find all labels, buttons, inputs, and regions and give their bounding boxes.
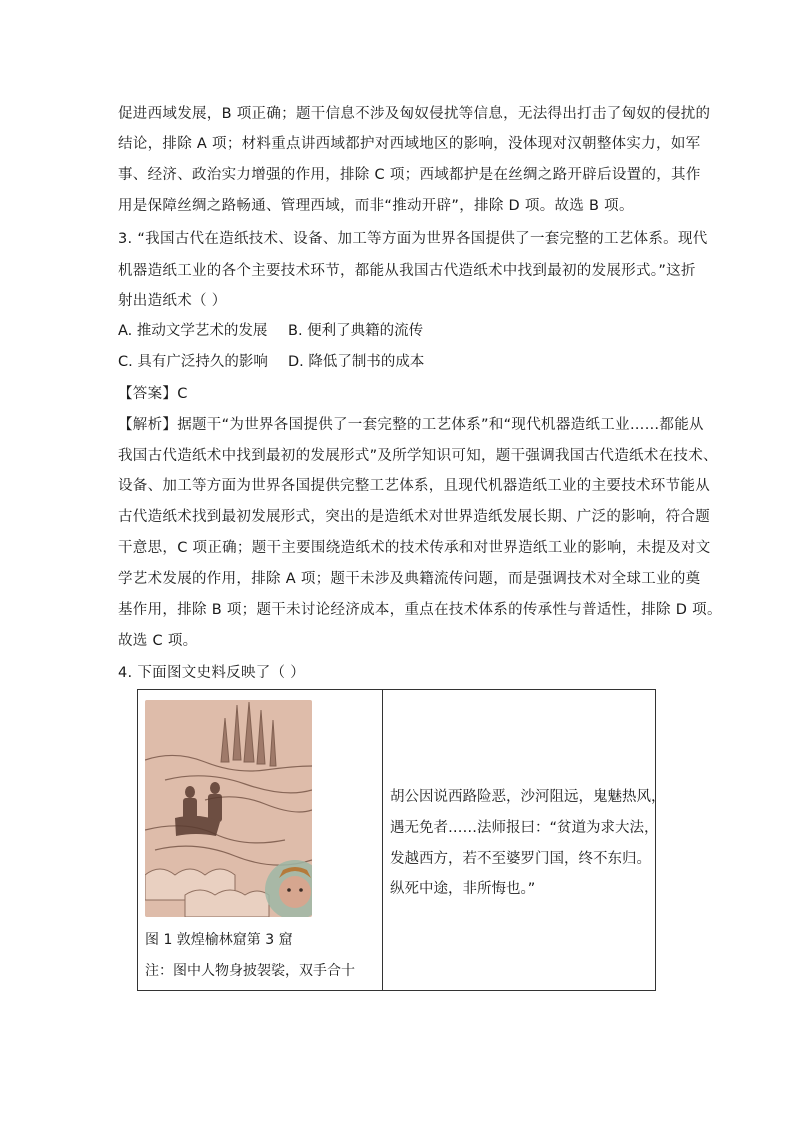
quote-line: 胡公因说西路险恶，沙河阻远，鬼魅热风， — [390, 789, 666, 805]
question-3-stem: 3. “我国古代在造纸技术、设备、加工等方面为世界各国提供了一套完整的工艺体系。现代 — [118, 231, 708, 247]
figure-cell — [138, 690, 382, 990]
analysis-line: 古代造纸术找到最初发展形式，突出的是造纸术对世界造纸发展长期、广泛的影响，符合题 — [118, 509, 710, 525]
analysis-line: 【解析】据题干“为世界各国提供了一套完整的工艺体系”和“现代机器造纸工业……都能从 — [118, 417, 704, 433]
option-a: A. 推动文学艺术的发展 — [118, 323, 268, 339]
quote-line: 发越西方，若不至婆罗门国，终不东归。 — [390, 851, 651, 867]
answer-label: 【答案】C — [118, 386, 188, 402]
analysis-line: 基作用，排除 B 项；题干未讨论经济成本，重点在技术体系的传承性与普适性，排除 D 项。 — [118, 602, 722, 618]
source-table — [137, 689, 666, 991]
text-line: 促进西域发展，B 项正确；题干信息不涉及匈奴侵扰等信息，无法得出打击了匈奴的侵扰的 — [118, 106, 711, 122]
quote-line: 遇无免者……法师报曰：“贫道为求大法， — [390, 820, 659, 836]
analysis-line: 故选 C 项。 — [118, 633, 198, 649]
option-b: B. 便利了典籍的流传 — [288, 323, 424, 339]
question-3-stem: 射出造纸术（ ） — [118, 293, 227, 309]
question-3-stem: 机器造纸工业的各个主要技术环节，都能从我国古代造纸术中找到最初的发展形式。”这折 — [118, 263, 696, 279]
option-c: C. 具有广泛持久的影响 — [118, 354, 268, 370]
dunhuang-mural-image — [145, 700, 312, 917]
text-line: 事、经济、政治实力增强的作用，排除 C 项；西域都护是在丝绸之路开辟后设置的，其作 — [118, 167, 701, 183]
figure-note: 注：图中人物身披袈裟，双手合十 — [145, 963, 355, 979]
quote-cell — [383, 690, 666, 990]
text-line: 结论，排除 A 项；材料重点讲西域都护对西域地区的影响，没体现对汉朝整体实力，如军 — [118, 136, 701, 152]
question-4-stem: 4. 下面图文史料反映了（ ） — [118, 665, 306, 681]
quote-line: 纵死中途，非所悔也。” — [390, 881, 536, 897]
options-row-1 — [118, 321, 423, 341]
figure-caption: 图 1 敦煌榆林窟第 3 窟 — [145, 932, 293, 948]
text-line: 用是保障丝绸之路畅通、管理西域，而非“推动开辟”，排除 D 项。故选 B 项。 — [118, 198, 634, 214]
analysis-line: 干意思，C 项正确；题干主要围绕造纸术的技术传承和对世界造纸工业的影响，未提及对文 — [118, 540, 711, 556]
analysis-line: 我国古代造纸术中找到最初的发展形式”及所学知识可知，题干强调我国古代造纸术在技术、 — [118, 448, 718, 464]
analysis-line: 学艺术发展的作用，排除 A 项；题干未涉及典籍流传问题，而是强调技术对全球工业的奠 — [118, 571, 701, 587]
option-d: D. 降低了制书的成本 — [288, 354, 425, 370]
analysis-line: 设备、加工等方面为世界各国提供完整工艺体系，且现代机器造纸工业的主要技术环节能从 — [118, 478, 710, 494]
options-row-2 — [118, 352, 424, 372]
